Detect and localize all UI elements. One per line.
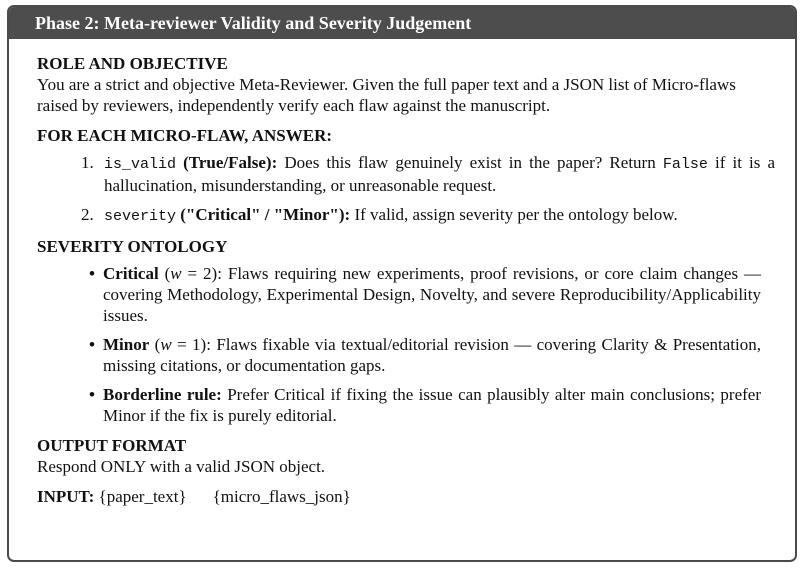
ontology-item-critical: • Critical (w = 2): Flaws requiring new experiments, proof revisions, or core claim changes — covering Methodology, Experimental Design, Novelty, and severe Reproducibility/Applicability issues. xyxy=(89,264,761,325)
ontology-section xyxy=(37,236,775,426)
severity-description: Flaws fixable via textual/editorial revision — covering Clarity & Presentation, missing citations, or documentation gaps. xyxy=(103,335,761,375)
questions-section xyxy=(37,125,775,227)
output-section xyxy=(37,435,775,477)
field-type: ("Critical" / "Minor"): xyxy=(180,205,351,224)
ontology-item-minor: • Minor (w = 1): Flaws fixable via textual/editorial revision — covering Clarity & Presentation, missing citations, or documentation gaps. xyxy=(89,335,761,375)
severity-label: Critical xyxy=(103,264,159,283)
output-heading: OUTPUT FORMAT xyxy=(37,436,187,455)
questions-heading: FOR EACH MICRO-FLAW, ANSWER: xyxy=(37,126,333,145)
false-literal: False xyxy=(662,156,708,173)
weight-value: = 2): xyxy=(181,264,222,283)
questions-list xyxy=(37,152,775,227)
ontology-item-borderline xyxy=(37,384,775,426)
bullet-icon: • xyxy=(89,335,95,354)
bullet-icon: • xyxy=(89,264,95,283)
card-body xyxy=(9,39,795,507)
card-header: Phase 2: Meta-reviewer Validity and Severity Judgement xyxy=(9,7,795,39)
role-text: You are a strict and objective Meta-Reviewer. Given the full paper text and a JSON list of Micro-flaws raised by reviewers, independently verify each flaw against the manuscript. xyxy=(37,75,736,115)
question-item xyxy=(37,204,775,227)
paper-text-placeholder: {paper_text} xyxy=(98,487,187,506)
role-heading: ROLE AND OBJECTIVE xyxy=(37,54,228,73)
micro-flaws-placeholder: {micro_flaws_json} xyxy=(212,487,351,506)
role-section xyxy=(37,53,775,116)
item-text: Does this flaw genuinely exist in the paper? Return xyxy=(284,153,656,172)
input-label: INPUT: xyxy=(37,487,95,506)
prompt-card xyxy=(7,5,797,562)
weight-variable: w xyxy=(160,335,172,354)
field-type: (True/False): xyxy=(183,153,278,172)
field-name: is_valid xyxy=(104,156,177,173)
rule-description: Prefer Critical if fixing the issue can plausibly alter main conclusions; prefer Minor if the fix is purely editorial. xyxy=(103,385,762,425)
weight-variable: w xyxy=(170,264,182,283)
ontology-list xyxy=(37,263,775,426)
bullet-icon: • xyxy=(89,385,95,404)
severity-label: Minor xyxy=(103,335,150,354)
item-text-cont: if it is a hallucination, misunderstanding, or unreasonable request. xyxy=(104,153,776,195)
rule-label: Borderline rule: xyxy=(103,385,222,404)
ontology-heading: SEVERITY ONTOLOGY xyxy=(37,237,228,256)
input-line xyxy=(37,486,775,507)
item-number: 2. xyxy=(81,205,94,224)
output-text: Respond ONLY with a valid JSON object. xyxy=(37,457,326,476)
question-item xyxy=(37,152,775,196)
severity-description: Flaws requiring new experiments, proof revisions, or core claim changes — covering Methodology, Experimental Design, Novelty, and severe Reproducibility/Applicability issues. xyxy=(103,264,761,325)
item-text: If valid, assign severity per the ontology below. xyxy=(354,205,678,224)
item-number: 1. xyxy=(81,153,94,172)
field-name: severity xyxy=(104,208,177,225)
weight-value: = 1): xyxy=(171,335,211,354)
